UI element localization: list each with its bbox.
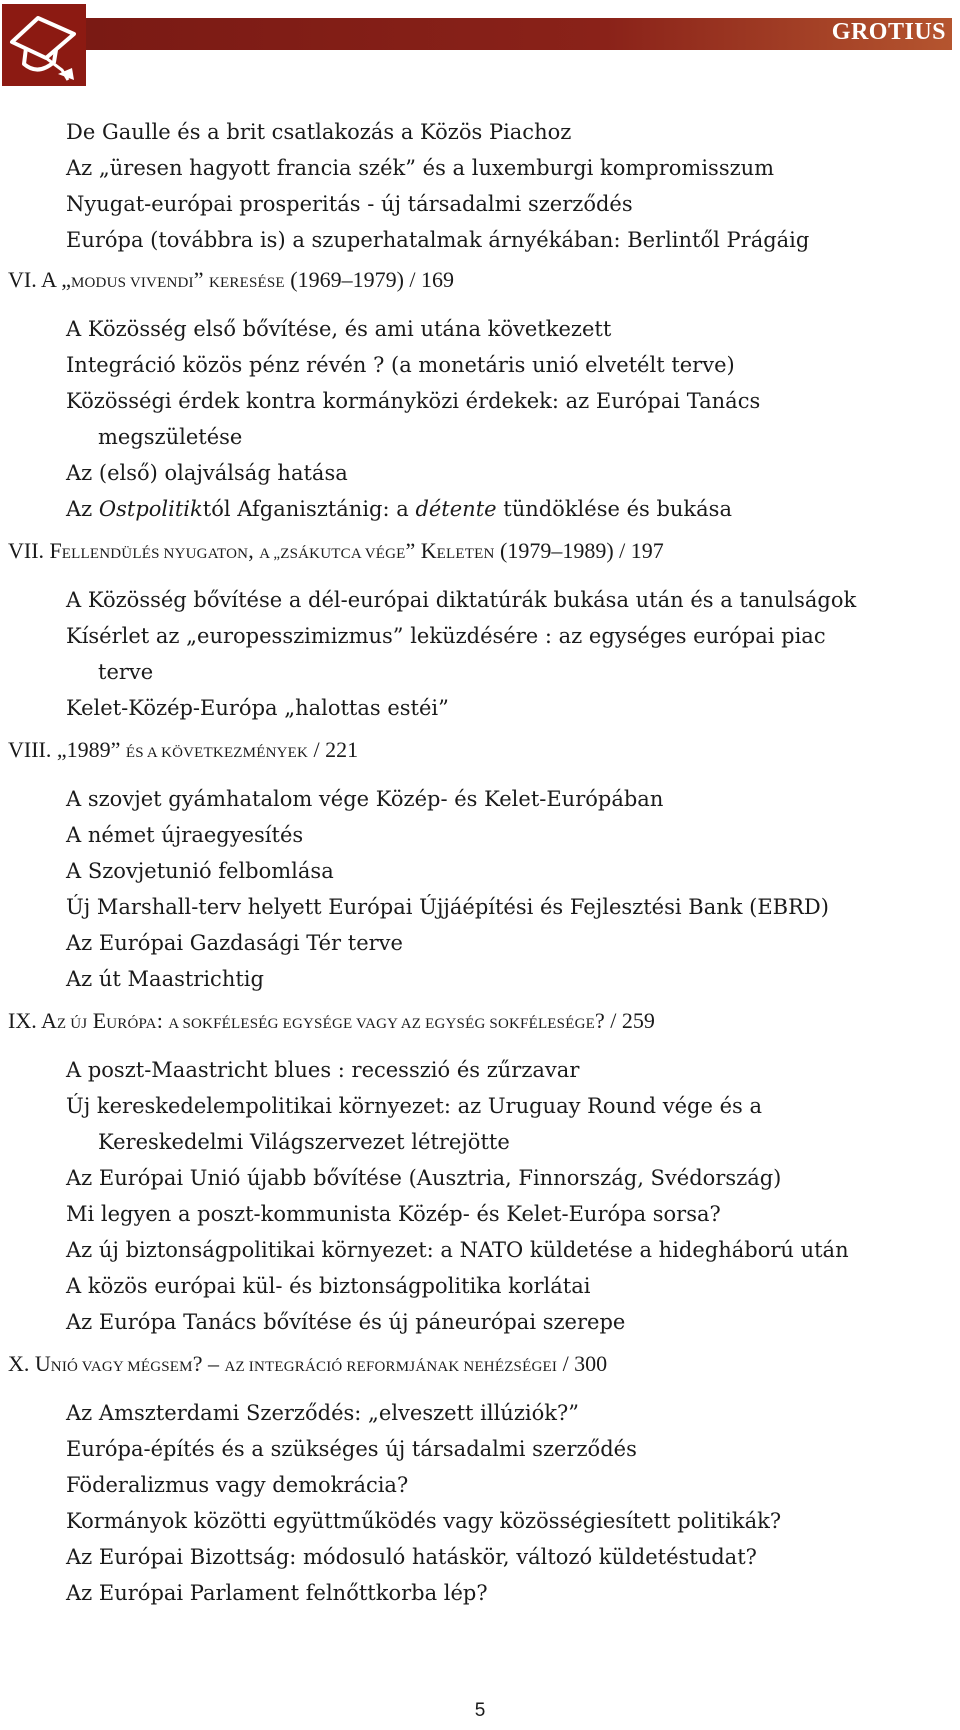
toc-item: Az Európai Gazdasági Tér terve	[66, 931, 403, 955]
italic-term: détente	[415, 497, 497, 521]
section-title-part: ” K	[405, 538, 437, 563]
section-title-part: ,	[248, 538, 260, 563]
text-part: tól Afganisztánig: a	[202, 497, 416, 521]
section-title-part: ZSÁKUTCA VÉGE	[280, 546, 406, 562]
toc-item: Közösségi érdek kontra kormányközi érdekek: az Európai Tanács	[66, 389, 761, 413]
toc-item: Európa (továbbra is) a szuperhatalmak árnyékában: Berlintől Prágáig	[66, 228, 810, 252]
page-number: 5	[474, 1700, 486, 1721]
toc-item-continuation: megszületése	[98, 425, 243, 449]
toc-item: Nyugat-európai prosperitás - új társadalmi szerződés	[66, 192, 633, 216]
toc-item: A Közösség első bővítése, és ami utána következett	[66, 317, 612, 341]
italic-term: Ostpolitik	[98, 497, 203, 521]
text-part: tündöklése és bukása	[496, 497, 732, 521]
toc-item: A közös európai kül- és biztonságpolitika korlátai	[66, 1274, 591, 1298]
section-heading-viii	[0, 732, 960, 771]
section-page-ref: (1979–1989) / 197	[494, 538, 664, 563]
toc-item: Az út Maastrichtig	[66, 967, 264, 991]
toc-item: Kelet-Közép-Európa „halottas estéi”	[66, 696, 449, 720]
section-title-part: ELETEN	[436, 546, 495, 562]
section-heading-ix	[0, 1003, 960, 1042]
section-title-part: ? –	[192, 1351, 225, 1376]
table-of-contents	[0, 114, 960, 1611]
toc-item: A német újraegyesítés	[66, 823, 304, 847]
toc-item-continuation: Kereskedelmi Világszervezet létrejötte	[98, 1130, 510, 1154]
section-title-part: E	[87, 1008, 107, 1033]
section-title-part: A SOKFÉLESÉG EGYSÉGE VAGY AZ EGYSÉG SOKFÉLESÉGE	[168, 1016, 595, 1032]
graduation-cap-icon	[2, 4, 86, 86]
section-number: VIII.	[8, 737, 57, 762]
section-title-part: KERESÉSE	[208, 275, 285, 291]
section-heading-x	[0, 1346, 960, 1385]
toc-item: Az Európai Parlament felnőttkorba lép?	[66, 1581, 488, 1605]
section-title-part: F	[49, 538, 62, 563]
section-title-part: U	[34, 1351, 51, 1376]
section-number: X.	[8, 1351, 35, 1376]
toc-item: A poszt-Maastricht blues : recesszió és zűrzavar	[66, 1058, 580, 1082]
section-heading-vii	[0, 533, 960, 572]
toc-item: Integráció közös pénz révén ? (a monetáris unió elvetélt terve)	[66, 353, 735, 377]
section-title-part: „1989”	[56, 737, 126, 762]
section-title-part: A	[41, 1008, 57, 1033]
toc-item: Az (első) olajválság hatása	[66, 461, 348, 485]
section-title-part: URÓPA	[106, 1016, 157, 1032]
brand-name: GROTIUS	[831, 19, 946, 45]
toc-item: Az Európai Bizottság: módosuló hatáskör, változó küldetéstudat?	[66, 1545, 757, 1569]
toc-item: Mi legyen a poszt-kommunista Közép- és Kelet-Európa sorsa?	[66, 1202, 721, 1226]
toc-item	[0, 491, 960, 527]
toc-item: Kísérlet az „europesszimizmus” leküzdésére : az egységes európai piac	[66, 624, 826, 648]
toc-item: Az Amszterdami Szerződés: „elveszett illúziók?”	[66, 1401, 579, 1425]
section-title-part: MODUS VIVENDI	[70, 275, 194, 291]
section-title-part: A „	[41, 267, 71, 292]
toc-item: Kormányok közötti együttműködés vagy közösségiesített politikák?	[66, 1509, 782, 1533]
section-title-part: Z ÚJ	[56, 1016, 88, 1032]
toc-item: Európa-építés és a szükséges új társadalmi szerződés	[66, 1437, 637, 1461]
logo	[2, 4, 86, 86]
toc-item: Új kereskedelempolitikai környezet: az Uruguay Round vége és a	[66, 1094, 762, 1118]
toc-item: A szovjet gyámhatalom vége Közép- és Kelet-Európában	[66, 787, 664, 811]
page-header	[0, 0, 960, 90]
section-number: VII.	[8, 538, 50, 563]
toc-item: Az Európa Tanács bővítése és új páneurópai szerepe	[66, 1310, 626, 1334]
section-page-ref: ? / 259	[594, 1008, 655, 1033]
section-page-ref: / 300	[557, 1351, 608, 1376]
toc-item: Új Marshall-terv helyett Európai Újjáépítési és Fejlesztési Bank (EBRD)	[66, 895, 829, 919]
section-page-ref: / 221	[308, 737, 359, 762]
section-title-part: A „	[259, 546, 281, 562]
toc-item-continuation: terve	[98, 660, 154, 684]
header-banner	[86, 18, 952, 50]
section-title-part: NIÓ VAGY MÉGSEM	[50, 1359, 193, 1375]
section-heading-vi	[0, 262, 960, 301]
section-page-ref: (1969–1979) / 169	[284, 267, 455, 292]
section-number: VI.	[8, 267, 37, 292]
section-title-part: :	[156, 1008, 169, 1033]
section-number: IX.	[8, 1008, 41, 1033]
toc-item: Az „üresen hagyott francia szék” és a luxemburgi kompromisszum	[66, 156, 775, 180]
toc-item: A Közösség bővítése a dél-európai diktatúrák bukása után és a tanulságok	[66, 588, 857, 612]
section-title-part: ELLENDÜLÉS NYUGATON	[61, 546, 249, 562]
text-part: Az	[66, 497, 99, 521]
section-title-part: ÉS A KÖVETKEZMÉNYEK	[125, 745, 309, 761]
toc-item: Föderalizmus vagy demokrácia?	[66, 1473, 409, 1497]
toc-item: Az Európai Unió újabb bővítése (Ausztria, Finnország, Svédország)	[66, 1166, 782, 1190]
section-title-part: AZ INTEGRÁCIÓ REFORMJÁNAK NEHÉZSÉGEI	[224, 1359, 558, 1375]
toc-item: De Gaulle és a brit csatlakozás a Közös Piachoz	[66, 120, 572, 144]
toc-item: Az új biztonságpolitikai környezet: a NATO küldetése a hidegháború után	[66, 1238, 849, 1262]
section-title-part: ”	[193, 267, 209, 292]
toc-item: A Szovjetunió felbomlása	[66, 859, 334, 883]
